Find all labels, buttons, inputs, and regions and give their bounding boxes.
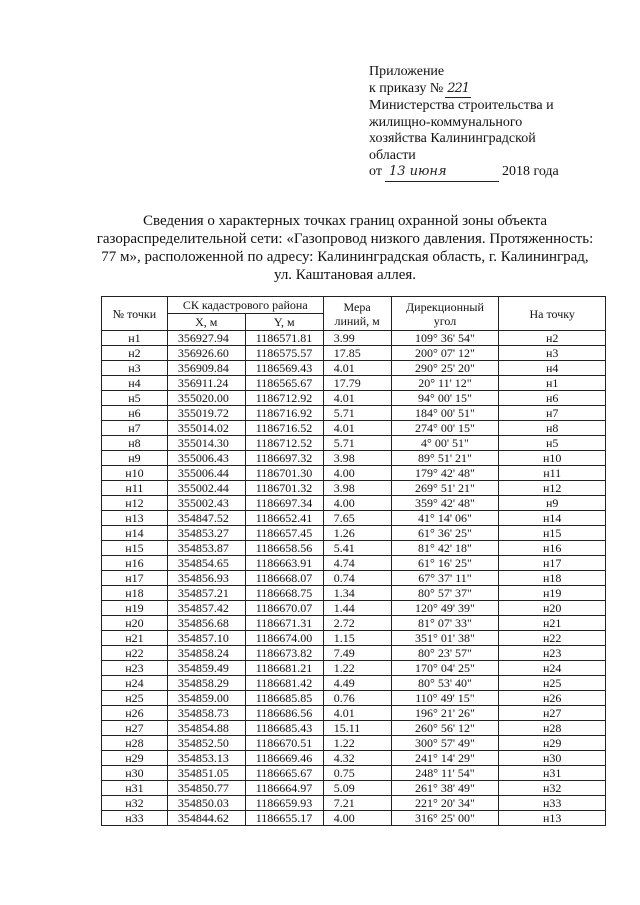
cell-point: н12 bbox=[102, 496, 168, 511]
points-table bbox=[101, 296, 606, 826]
cell-to-point: н3 bbox=[499, 346, 606, 361]
cell-length: 4.00 bbox=[323, 496, 391, 511]
table-row bbox=[102, 676, 606, 691]
ministry-line-4: области bbox=[369, 147, 416, 163]
cell-x: 354858.73 bbox=[167, 706, 245, 721]
table-row bbox=[102, 766, 606, 781]
cell-x: 354857.21 bbox=[167, 586, 245, 601]
document-title bbox=[80, 212, 610, 284]
cell-length: 15.11 bbox=[323, 721, 391, 736]
cell-to-point: н10 bbox=[499, 451, 606, 466]
cell-length: 1.26 bbox=[323, 526, 391, 541]
cell-point: н27 bbox=[102, 721, 168, 736]
cell-x: 355006.44 bbox=[167, 466, 245, 481]
cell-to-point: н32 bbox=[499, 781, 606, 796]
title-line-4: ул. Каштановая аллея. bbox=[273, 267, 417, 283]
cell-x: 354854.65 bbox=[167, 556, 245, 571]
cell-direction: 89° 51' 21" bbox=[391, 451, 499, 466]
cell-y: 1186697.32 bbox=[245, 451, 323, 466]
cell-x: 355020.00 bbox=[167, 391, 245, 406]
cell-point: н15 bbox=[102, 541, 168, 556]
table-row bbox=[102, 481, 606, 496]
cell-length: 17.79 bbox=[323, 376, 391, 391]
table-row bbox=[102, 406, 606, 421]
table-row bbox=[102, 616, 606, 631]
cell-point: н20 bbox=[102, 616, 168, 631]
ministry-line-3: хозяйства Калининградской bbox=[369, 131, 536, 146]
cell-x: 354857.42 bbox=[167, 601, 245, 616]
cell-length: 5.41 bbox=[323, 541, 391, 556]
table-row bbox=[102, 631, 606, 646]
cell-direction: 359° 42' 48" bbox=[391, 496, 499, 511]
cell-y: 1186665.67 bbox=[245, 766, 323, 781]
cell-y: 1186685.85 bbox=[245, 691, 323, 706]
cell-y: 1186664.97 bbox=[245, 781, 323, 796]
cell-direction: 248° 11' 54" bbox=[391, 766, 499, 781]
table-body bbox=[102, 331, 606, 826]
date-prefix: от bbox=[369, 164, 382, 179]
appendix-title: Приложение bbox=[369, 64, 445, 79]
table-row bbox=[102, 721, 606, 736]
cell-x: 356926.60 bbox=[167, 346, 245, 361]
cell-length: 1.22 bbox=[323, 661, 391, 676]
cell-y: 1186670.07 bbox=[245, 601, 323, 616]
cell-to-point: н28 bbox=[499, 721, 606, 736]
cell-y: 1186681.42 bbox=[245, 676, 323, 691]
table-row bbox=[102, 421, 606, 436]
appendix-block bbox=[369, 64, 589, 182]
cell-direction: 41° 14' 06" bbox=[391, 511, 499, 526]
cell-point: н16 bbox=[102, 556, 168, 571]
cell-length: 4.00 bbox=[323, 466, 391, 481]
cell-direction: 179° 42' 48" bbox=[391, 466, 499, 481]
order-number-handwritten: 221 bbox=[445, 81, 471, 99]
cell-point: н18 bbox=[102, 586, 168, 601]
cell-direction: 290° 25' 20" bbox=[391, 361, 499, 376]
cell-y: 1186686.56 bbox=[245, 706, 323, 721]
cell-point: н32 bbox=[102, 796, 168, 811]
cell-length: 2.72 bbox=[323, 616, 391, 631]
cell-to-point: н20 bbox=[499, 601, 606, 616]
cell-to-point: н25 bbox=[499, 676, 606, 691]
table-row bbox=[102, 691, 606, 706]
table-row bbox=[102, 556, 606, 571]
cell-x: 355006.43 bbox=[167, 451, 245, 466]
cell-direction: 61° 16' 25" bbox=[391, 556, 499, 571]
cell-length: 3.98 bbox=[323, 451, 391, 466]
cell-point: н1 bbox=[102, 331, 168, 346]
cell-to-point: н5 bbox=[499, 436, 606, 451]
cell-point: н9 bbox=[102, 451, 168, 466]
cell-y: 1186668.75 bbox=[245, 586, 323, 601]
cell-length: 4.74 bbox=[323, 556, 391, 571]
cell-direction: 261° 38' 49" bbox=[391, 781, 499, 796]
cell-direction: 274° 00' 15" bbox=[391, 421, 499, 436]
table-row bbox=[102, 601, 606, 616]
cell-x: 356911.24 bbox=[167, 376, 245, 391]
cell-x: 354857.10 bbox=[167, 631, 245, 646]
cell-point: н17 bbox=[102, 571, 168, 586]
cell-x: 354858.29 bbox=[167, 676, 245, 691]
cell-y: 1186697.34 bbox=[245, 496, 323, 511]
table-row bbox=[102, 526, 606, 541]
table-row bbox=[102, 376, 606, 391]
cell-point: н21 bbox=[102, 631, 168, 646]
cell-y: 1186716.52 bbox=[245, 421, 323, 436]
cell-x: 354844.62 bbox=[167, 811, 245, 826]
cell-point: н29 bbox=[102, 751, 168, 766]
cell-to-point: н22 bbox=[499, 631, 606, 646]
date-handwritten: 13 июня bbox=[385, 164, 499, 182]
date-line bbox=[369, 164, 589, 182]
title-line-3: 77 м», расположенной по адресу: Калининградская область, г. Калининград, bbox=[101, 249, 589, 265]
cell-to-point: н12 bbox=[499, 481, 606, 496]
cell-to-point: н23 bbox=[499, 646, 606, 661]
cell-to-point: н19 bbox=[499, 586, 606, 601]
cell-direction: 300° 57' 49" bbox=[391, 736, 499, 751]
table-row bbox=[102, 811, 606, 826]
cell-to-point: н7 bbox=[499, 406, 606, 421]
cell-x: 355014.02 bbox=[167, 421, 245, 436]
cell-x: 354847.52 bbox=[167, 511, 245, 526]
cell-direction: 20° 11' 12" bbox=[391, 376, 499, 391]
cell-to-point: н9 bbox=[499, 496, 606, 511]
cell-to-point: н21 bbox=[499, 616, 606, 631]
table-row bbox=[102, 361, 606, 376]
cell-direction: 184° 00' 51" bbox=[391, 406, 499, 421]
cell-length: 17.85 bbox=[323, 346, 391, 361]
cell-y: 1186668.07 bbox=[245, 571, 323, 586]
cell-direction: 120° 49' 39" bbox=[391, 601, 499, 616]
cell-y: 1186681.21 bbox=[245, 661, 323, 676]
table-row bbox=[102, 541, 606, 556]
table-row bbox=[102, 781, 606, 796]
cell-y: 1186571.81 bbox=[245, 331, 323, 346]
cell-x: 354852.50 bbox=[167, 736, 245, 751]
header-cs: СК кадастрового района bbox=[167, 297, 323, 314]
cell-length: 3.99 bbox=[323, 331, 391, 346]
cell-x: 354858.24 bbox=[167, 646, 245, 661]
cell-to-point: н33 bbox=[499, 796, 606, 811]
cell-x: 354859.00 bbox=[167, 691, 245, 706]
cell-direction: 170° 04' 25" bbox=[391, 661, 499, 676]
table-row bbox=[102, 751, 606, 766]
cell-to-point: н29 bbox=[499, 736, 606, 751]
cell-length: 1.44 bbox=[323, 601, 391, 616]
cell-direction: 109° 36' 54" bbox=[391, 331, 499, 346]
cell-to-point: н14 bbox=[499, 511, 606, 526]
table-row bbox=[102, 331, 606, 346]
cell-length: 4.01 bbox=[323, 361, 391, 376]
cell-point: н23 bbox=[102, 661, 168, 676]
cell-to-point: н1 bbox=[499, 376, 606, 391]
cell-y: 1186575.57 bbox=[245, 346, 323, 361]
ministry-line-2: жилищно-коммунального bbox=[369, 114, 523, 130]
cell-y: 1186655.17 bbox=[245, 811, 323, 826]
cell-direction: 61° 36' 25" bbox=[391, 526, 499, 541]
cell-x: 354853.27 bbox=[167, 526, 245, 541]
cell-y: 1186659.93 bbox=[245, 796, 323, 811]
cell-length: 0.74 bbox=[323, 571, 391, 586]
cell-to-point: н27 bbox=[499, 706, 606, 721]
cell-y: 1186685.43 bbox=[245, 721, 323, 736]
table-row bbox=[102, 346, 606, 361]
cell-y: 1186565.67 bbox=[245, 376, 323, 391]
cell-direction: 351° 01' 38" bbox=[391, 631, 499, 646]
cell-point: н13 bbox=[102, 511, 168, 526]
cell-to-point: н2 bbox=[499, 331, 606, 346]
header-y: Y, м bbox=[245, 314, 323, 331]
cell-y: 1186669.46 bbox=[245, 751, 323, 766]
cell-point: н3 bbox=[102, 361, 168, 376]
cell-length: 4.00 bbox=[323, 811, 391, 826]
cell-direction: 67° 37' 11" bbox=[391, 571, 499, 586]
cell-point: н4 bbox=[102, 376, 168, 391]
cell-direction: 94° 00' 15" bbox=[391, 391, 499, 406]
cell-direction: 316° 25' 00" bbox=[391, 811, 499, 826]
cell-direction: 80° 53' 40" bbox=[391, 676, 499, 691]
cell-length: 0.76 bbox=[323, 691, 391, 706]
header-to-point: На точку bbox=[499, 297, 606, 331]
cell-y: 1186673.82 bbox=[245, 646, 323, 661]
table-row bbox=[102, 511, 606, 526]
cell-length: 7.65 bbox=[323, 511, 391, 526]
cell-length: 4.01 bbox=[323, 421, 391, 436]
cell-length: 0.75 bbox=[323, 766, 391, 781]
table-row bbox=[102, 706, 606, 721]
table-row bbox=[102, 496, 606, 511]
cell-point: н33 bbox=[102, 811, 168, 826]
cell-to-point: н6 bbox=[499, 391, 606, 406]
cell-length: 5.71 bbox=[323, 436, 391, 451]
cell-length: 1.34 bbox=[323, 586, 391, 601]
cell-point: н22 bbox=[102, 646, 168, 661]
cell-direction: 110° 49' 15" bbox=[391, 691, 499, 706]
cell-direction: 4° 00' 51" bbox=[391, 436, 499, 451]
cell-point: н26 bbox=[102, 706, 168, 721]
cell-direction: 196° 21' 26" bbox=[391, 706, 499, 721]
cell-direction: 269° 51' 21" bbox=[391, 481, 499, 496]
table-row bbox=[102, 436, 606, 451]
cell-length: 7.49 bbox=[323, 646, 391, 661]
cell-point: н19 bbox=[102, 601, 168, 616]
cell-length: 4.49 bbox=[323, 676, 391, 691]
cell-y: 1186670.51 bbox=[245, 736, 323, 751]
cell-direction: 260° 56' 12" bbox=[391, 721, 499, 736]
table-row bbox=[102, 391, 606, 406]
cell-direction: 200° 07' 12" bbox=[391, 346, 499, 361]
header-length: Мера линий, м bbox=[323, 297, 391, 331]
cell-point: н2 bbox=[102, 346, 168, 361]
cell-point: н10 bbox=[102, 466, 168, 481]
cell-point: н30 bbox=[102, 766, 168, 781]
cell-point: н25 bbox=[102, 691, 168, 706]
table-row bbox=[102, 796, 606, 811]
cell-y: 1186701.30 bbox=[245, 466, 323, 481]
table-row bbox=[102, 466, 606, 481]
cell-to-point: н4 bbox=[499, 361, 606, 376]
cell-direction: 80° 57' 37" bbox=[391, 586, 499, 601]
cell-point: н24 bbox=[102, 676, 168, 691]
cell-x: 354850.03 bbox=[167, 796, 245, 811]
cell-y: 1186657.45 bbox=[245, 526, 323, 541]
cell-y: 1186569.43 bbox=[245, 361, 323, 376]
cell-y: 1186671.31 bbox=[245, 616, 323, 631]
cell-y: 1186701.32 bbox=[245, 481, 323, 496]
cell-to-point: н8 bbox=[499, 421, 606, 436]
cell-x: 354859.49 bbox=[167, 661, 245, 676]
cell-point: н7 bbox=[102, 421, 168, 436]
cell-point: н6 bbox=[102, 406, 168, 421]
cell-x: 354853.87 bbox=[167, 541, 245, 556]
cell-to-point: н15 bbox=[499, 526, 606, 541]
cell-x: 354853.13 bbox=[167, 751, 245, 766]
cell-x: 355002.43 bbox=[167, 496, 245, 511]
table-row bbox=[102, 736, 606, 751]
table-row bbox=[102, 646, 606, 661]
cell-y: 1186674.00 bbox=[245, 631, 323, 646]
cell-y: 1186658.56 bbox=[245, 541, 323, 556]
table-row bbox=[102, 451, 606, 466]
cell-to-point: н24 bbox=[499, 661, 606, 676]
cell-x: 354854.88 bbox=[167, 721, 245, 736]
cell-length: 5.71 bbox=[323, 406, 391, 421]
cell-length: 4.32 bbox=[323, 751, 391, 766]
cell-x: 356909.84 bbox=[167, 361, 245, 376]
header-direction: Дирекционный угол bbox=[391, 297, 499, 331]
table-row bbox=[102, 661, 606, 676]
cell-y: 1186712.92 bbox=[245, 391, 323, 406]
cell-to-point: н26 bbox=[499, 691, 606, 706]
cell-direction: 241° 14' 29" bbox=[391, 751, 499, 766]
cell-y: 1186652.41 bbox=[245, 511, 323, 526]
cell-to-point: н31 bbox=[499, 766, 606, 781]
cell-to-point: н11 bbox=[499, 466, 606, 481]
cell-direction: 81° 42' 18" bbox=[391, 541, 499, 556]
title-line-2: газораспределительной сети: «Газопровод низкого давления. Протяженность: bbox=[96, 231, 594, 247]
cell-length: 4.01 bbox=[323, 391, 391, 406]
cell-length: 3.98 bbox=[323, 481, 391, 496]
order-line bbox=[369, 81, 589, 99]
cell-x: 354850.77 bbox=[167, 781, 245, 796]
cell-x: 355014.30 bbox=[167, 436, 245, 451]
cell-point: н14 bbox=[102, 526, 168, 541]
cell-y: 1186663.91 bbox=[245, 556, 323, 571]
cell-x: 355002.44 bbox=[167, 481, 245, 496]
cell-to-point: н17 bbox=[499, 556, 606, 571]
cell-to-point: н13 bbox=[499, 811, 606, 826]
cell-point: н28 bbox=[102, 736, 168, 751]
cell-point: н5 bbox=[102, 391, 168, 406]
cell-x: 354856.93 bbox=[167, 571, 245, 586]
order-prefix: к приказу № bbox=[369, 80, 444, 96]
cell-x: 354851.05 bbox=[167, 766, 245, 781]
cell-to-point: н30 bbox=[499, 751, 606, 766]
cell-point: н31 bbox=[102, 781, 168, 796]
cell-x: 354856.68 bbox=[167, 616, 245, 631]
cell-point: н11 bbox=[102, 481, 168, 496]
table-row bbox=[102, 586, 606, 601]
cell-length: 5.09 bbox=[323, 781, 391, 796]
cell-point: н8 bbox=[102, 436, 168, 451]
header-point: № точки bbox=[102, 297, 168, 331]
cell-to-point: н16 bbox=[499, 541, 606, 556]
cell-x: 355019.72 bbox=[167, 406, 245, 421]
table-row bbox=[102, 571, 606, 586]
header-x: X, м bbox=[167, 314, 245, 331]
cell-x: 356927.94 bbox=[167, 331, 245, 346]
cell-y: 1186716.92 bbox=[245, 406, 323, 421]
cell-direction: 80° 23' 57" bbox=[391, 646, 499, 661]
cell-direction: 81° 07' 33" bbox=[391, 616, 499, 631]
cell-length: 4.01 bbox=[323, 706, 391, 721]
cell-y: 1186712.52 bbox=[245, 436, 323, 451]
title-line-1: Сведения о характерных точках границ охранной зоны объекта bbox=[142, 213, 548, 229]
ministry-line-1: Министерства строительства и bbox=[369, 98, 554, 113]
cell-to-point: н18 bbox=[499, 571, 606, 586]
cell-length: 7.21 bbox=[323, 796, 391, 811]
cell-direction: 221° 20' 34" bbox=[391, 796, 499, 811]
cell-length: 1.22 bbox=[323, 736, 391, 751]
cell-length: 1.15 bbox=[323, 631, 391, 646]
date-suffix: 2018 года bbox=[501, 164, 559, 179]
